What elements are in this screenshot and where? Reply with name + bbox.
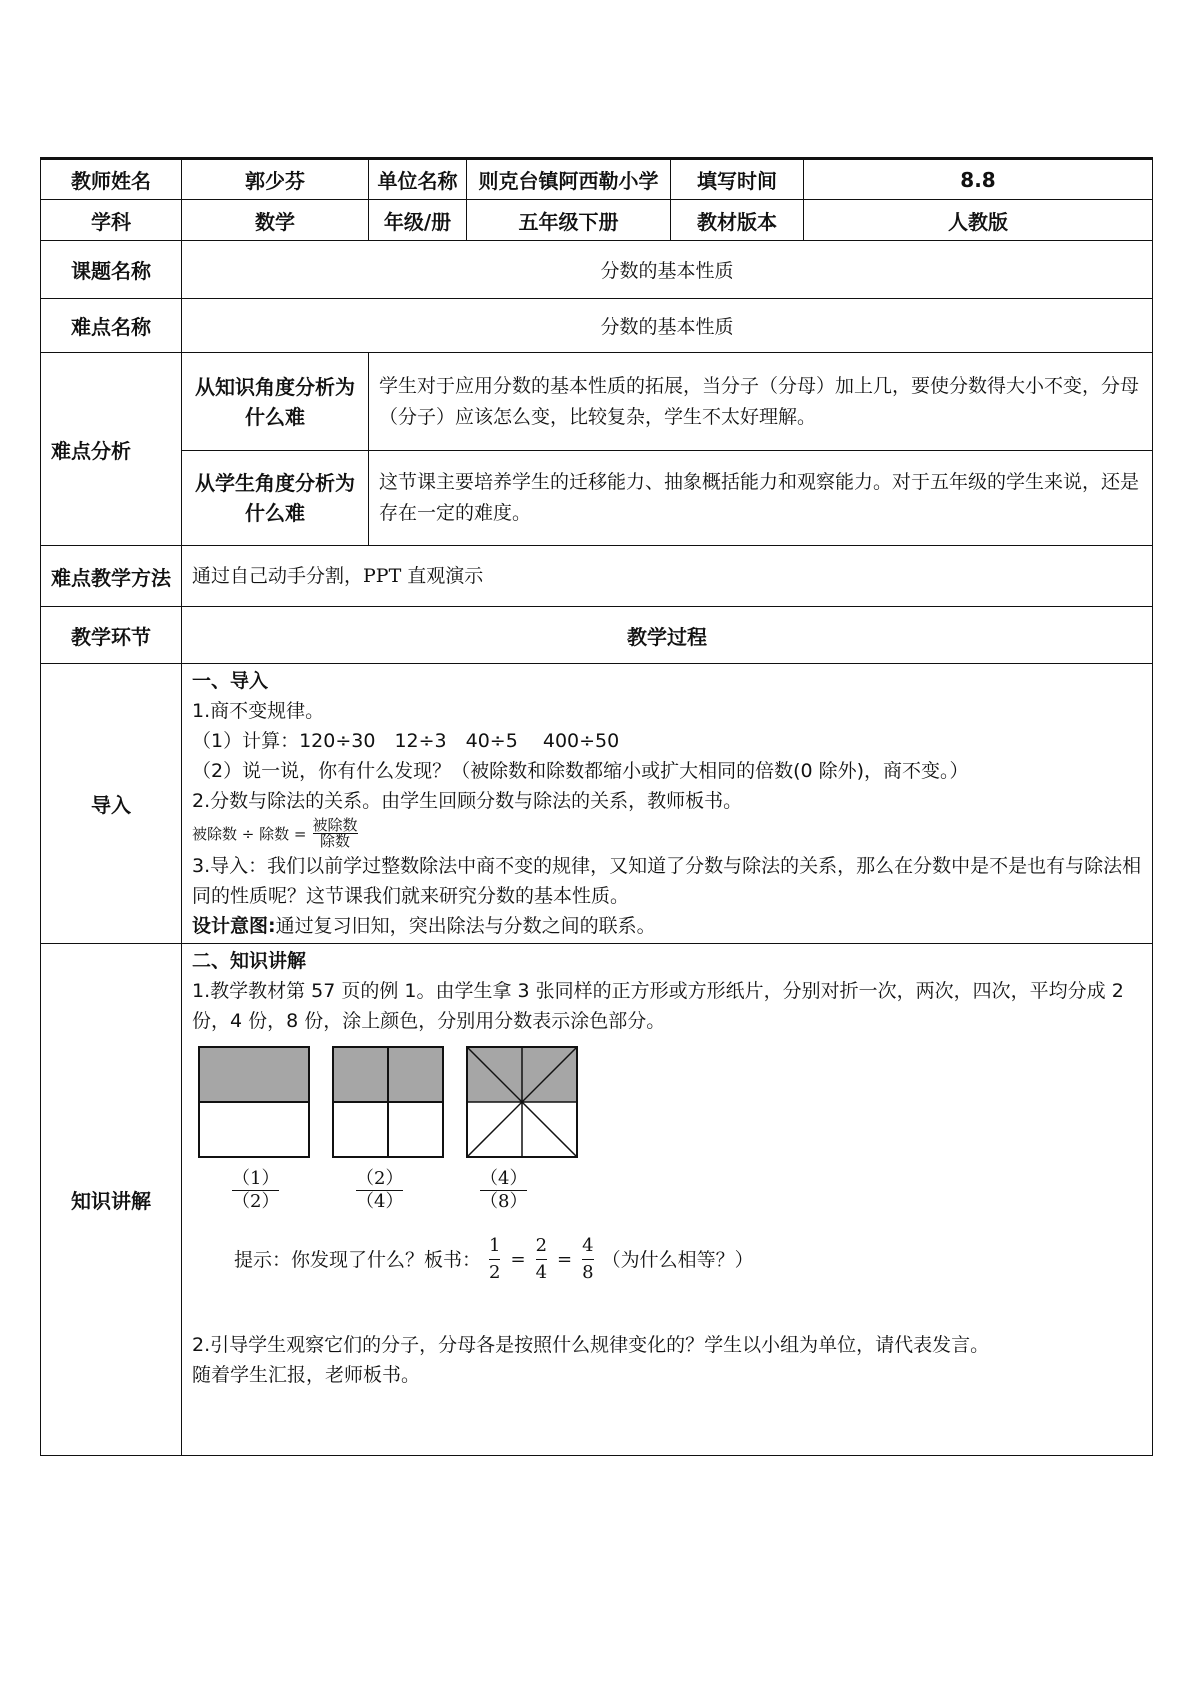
topic-value: 分数的基本性质	[182, 241, 1153, 299]
fraction-label-2: $\frac{(2)}{(4)}$	[356, 1168, 404, 1212]
info-row-2	[41, 200, 1153, 241]
formula-numerator: 被除数	[312, 816, 358, 834]
fraction-label-3: $\frac{(4)}{(8)}$	[480, 1168, 528, 1212]
knowledge-content	[182, 944, 1153, 1456]
topic-label: 课题名称	[41, 241, 182, 299]
difficulty-value: 分数的基本性质	[182, 299, 1153, 353]
edition-label: 教材版本	[671, 200, 804, 241]
edition-value: 人教版	[804, 200, 1153, 241]
square-eighths	[466, 1046, 578, 1158]
square-quarters	[332, 1046, 444, 1158]
process-stage-label: 教学环节	[41, 607, 182, 664]
method-value: 通过自己动手分割，PPT 直观演示	[182, 546, 1153, 607]
analysis-row-knowledge	[41, 353, 1153, 451]
teacher-label: 教师姓名	[41, 159, 182, 200]
subject-value: 数学	[182, 200, 369, 241]
figure-fraction-labels	[232, 1168, 1142, 1213]
knowledge-heading: 二、知识讲解	[192, 950, 307, 972]
equals-sign-2: =	[557, 1248, 573, 1270]
square-halves	[198, 1046, 310, 1158]
unit-value: 则克台镇阿西勒小学	[467, 159, 671, 200]
teacher-value: 郭少芬	[182, 159, 369, 200]
fraction-two-quarters: 2 4	[535, 1235, 548, 1283]
grade-value: 五年级下册	[467, 200, 671, 241]
formula-denominator: 除数	[320, 832, 351, 850]
intro-line-4: 2.分数与除法的关系。由学生回顾分数与除法的关系，教师板书。	[192, 790, 743, 812]
hint-text: 提示：你发现了什么？板书：	[234, 1248, 482, 1271]
intro-row	[41, 664, 1153, 944]
intro-line-1: 1.商不变规律。	[192, 700, 325, 722]
fraction-four-eighths: 4 8	[582, 1235, 594, 1283]
date-value: 8.8	[804, 159, 1153, 200]
lesson-plan-sheet	[40, 157, 1152, 1456]
intro-line-5: 3.导入：我们以前学过整数除法中商不变的规律，又知道了分数与除法的关系，那么在分数中是不是也有与除法相同的性质呢？这节课我们就来研究分数的基本性质。	[192, 855, 1142, 907]
intro-line-2: （1）计算：120÷30 12÷3 40÷5 400÷50	[192, 730, 620, 752]
hint-tail: （为什么相等？）	[601, 1248, 754, 1271]
info-row-1	[41, 159, 1153, 200]
student-angle-text: 这节课主要培养学生的迁移能力、抽象概括能力和观察能力。对于五年级的学生来说，还是存在一定的难度。	[369, 451, 1153, 546]
knowledge-line-1: 1.教学教材第 57 页的例 1。由学生拿 3 张同样的正方形或方形纸片，分别对折一次，两次，四次，平均分成 2 份，4 份，8 份，涂上颜色，分别用分数表示涂色部分。	[192, 980, 1124, 1032]
intro-line-3: （2）说一说，你有什么发现？（被除数和除数都缩小或扩大相同的倍数(0 除外)，商不变。）	[192, 760, 969, 782]
method-label: 难点教学方法	[41, 546, 182, 607]
design-intent-text: 通过复习旧知，突出除法与分数之间的联系。	[275, 915, 656, 937]
intro-heading: 一、导入	[192, 670, 269, 692]
process-title: 教学过程	[182, 607, 1153, 664]
student-angle-label: 从学生角度分析为什么难	[182, 451, 369, 546]
difficulty-row	[41, 299, 1153, 353]
lesson-plan-table	[40, 157, 1153, 1456]
grade-label: 年级/册	[369, 200, 467, 241]
difficulty-label: 难点名称	[41, 299, 182, 353]
knowledge-label: 知识讲解	[41, 944, 182, 1456]
equivalent-fractions	[489, 1233, 594, 1286]
analysis-row-student	[41, 451, 1153, 546]
division-fraction-formula	[192, 818, 1142, 849]
formula-left: 被除数 ÷ 除数 =	[192, 824, 307, 843]
knowledge-angle-text: 学生对于应用分数的基本性质的拓展，当分子（分母）加上几，要使分数得大小不变，分母（分子）应该怎么变，比较复杂，学生不太好理解。	[369, 353, 1153, 451]
method-row	[41, 546, 1153, 607]
knowledge-line-3: 随着学生汇报，老师板书。	[192, 1364, 421, 1386]
shaded-half	[199, 1047, 309, 1102]
knowledge-row	[41, 944, 1153, 1456]
unit-label: 单位名称	[369, 159, 467, 200]
topic-row	[41, 241, 1153, 299]
design-intent-label: 设计意图:	[192, 915, 276, 937]
analysis-label: 难点分析	[41, 353, 182, 546]
formula-fraction	[313, 818, 358, 849]
knowledge-angle-label: 从知识角度分析为什么难	[182, 353, 369, 451]
folded-squares-figure	[198, 1046, 1142, 1158]
fraction-label-1: $\frac{(1)}{(2)}$	[232, 1168, 280, 1212]
intro-label: 导入	[41, 664, 182, 944]
subject-label: 学科	[41, 200, 182, 241]
equals-sign-1: =	[510, 1248, 526, 1270]
intro-content	[182, 664, 1153, 944]
knowledge-line-2: 2.引导学生观察它们的分子，分母各是按照什么规律变化的？学生以小组为单位，请代表发言。	[192, 1334, 990, 1356]
fraction-one-half: 1 2	[489, 1235, 501, 1283]
date-label: 填写时间	[671, 159, 804, 200]
hint-line	[192, 1233, 1142, 1286]
process-header-row	[41, 607, 1153, 664]
